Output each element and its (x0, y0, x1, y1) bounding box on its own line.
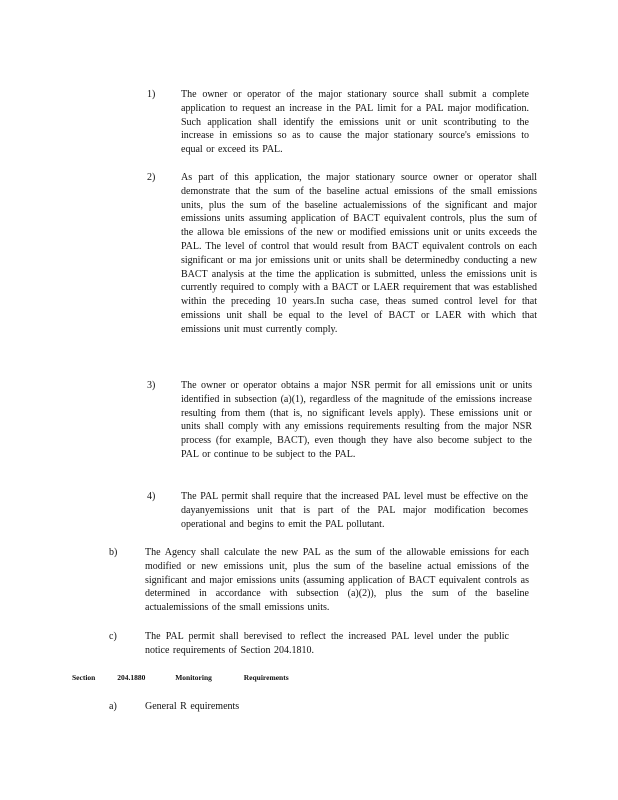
item-number-3: 3) (147, 380, 156, 391)
section-heading (72, 671, 289, 685)
section-title-word-1: Monitoring (175, 673, 212, 682)
final-item-text: General R equirements (145, 701, 240, 712)
subsection-text-c: The PAL permit shall berevised to reflect the increased PAL level under the public notice requirements of Section 204.1810. (145, 631, 509, 656)
item-text-1: The owner or operator of the major stationary source shall submit a complete application to request an increase in the PAL limit for a PAL major modification. Such application shall identify the emissions unit or unit scontributing to the increase in emissions so as to cause the major stationary source's emissions to equal or exceed its PAL. (181, 89, 529, 156)
final-item-letter: a) (109, 701, 117, 712)
section-label: Section (72, 673, 96, 682)
item-number-2: 2) (147, 172, 156, 183)
subsection-letter-b: b) (109, 547, 118, 558)
item-number-4: 4) (147, 491, 156, 502)
item-number-1: 1) (147, 89, 156, 100)
section-title-word-2: Requirements (243, 673, 289, 682)
subsection-letter-c: c) (109, 631, 117, 642)
item-text-3: The owner or operator obtains a major NSR permit for all emissions unit or units identified in subsection (a)(1), regardless of the magnitude of the emissions increase resulting from them (that is, no significant levels apply). These emissions unit or units shall comply with any emissions requirements resulting from the major NSR process (for example, BACT), even though they have also become subject to the PAL or continue to be subject to the PAL. (181, 380, 532, 460)
item-text-4: The PAL permit shall require that the increased PAL level must be effective on the dayanyemissions unit that is part of the PAL major modification becomes operational and begins to emit the PAL pollutant. (181, 491, 528, 530)
subsection-text-b: The Agency shall calculate the new PAL as the sum of the allowable emissions for each modified or new emissions unit, plus the sum of the baseline actual emissions of the significant and major emissions units (assuming application of BACT equivalent controls as determined in accordance with subsection (a)(2)), plus the sum of the baseline actualemissions of the small emissions units. (145, 547, 529, 614)
item-text-2: As part of this application, the major stationary source owner or operator shall demonstrate that the sum of the baseline actual emissions of the small emissions units, plus the sum of the baseline actualemissions of the significant and major emissions units assuming application of BACT equivalent controls, plus the sum of the allowa ble emissions of the new or modified emissions unit or units exceeds the PAL. The level of control that would result from BACT equivalent controls on each significant or ma jor emissions unit or units shall be determinedby conducting a new BACT analysis at the time the application is submitted, unless the emissions unit is currently required to comply with a BACT or LAER requirement that was established within the preceding 10 years.In sucha case, theas sumed control level for that emissions unit shall be equal to the level of BACT or LAER with which that emissions unit must currently comply. (181, 172, 537, 335)
section-number: 204.1880 (117, 673, 146, 682)
